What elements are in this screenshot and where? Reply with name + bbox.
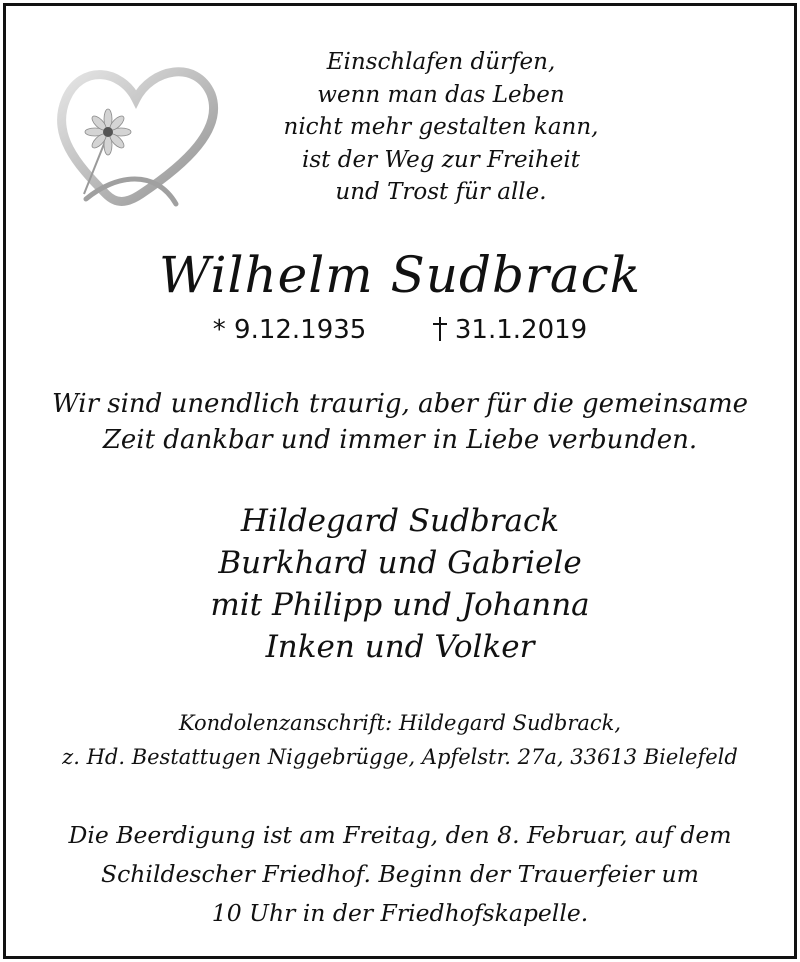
message-line: Wir sind unendlich traurig, aber für die gemeinsame xyxy=(51,389,748,419)
family-line: Burkhard und Gabriele xyxy=(218,545,582,581)
poem-line: Einschlafen dürfen, xyxy=(326,49,556,75)
poem-line: und Trost für alle. xyxy=(335,179,547,205)
mourning-message xyxy=(6,386,794,458)
funeral-line: Schildescher Friedhof. Beginn der Trauerfeier um xyxy=(101,860,699,888)
address-line: z. Hd. Bestattugen Niggebrügge, Apfelstr. 27a, 33613 Bielefeld xyxy=(62,745,738,769)
address-line: Kondolenzanschrift: Hildegard Sudbrack, xyxy=(178,711,622,735)
birth-date: * 9.12.1935 xyxy=(212,315,367,345)
poem xyxy=(256,46,626,209)
heart-with-flower-icon xyxy=(46,54,226,214)
condolence-address xyxy=(6,706,794,774)
family-names xyxy=(6,500,794,668)
death-date-group xyxy=(433,315,587,345)
family-line: Hildegard Sudbrack xyxy=(240,503,560,539)
funeral-line: Die Beerdigung ist am Freitag, den 8. Februar, auf dem xyxy=(68,821,732,849)
family-line: mit Philipp und Johanna xyxy=(210,587,590,623)
poem-line: ist der Weg zur Freiheit xyxy=(302,146,580,173)
deceased-name: Wilhelm Sudbrack xyxy=(158,246,642,304)
poem-line: nicht mehr gestalten kann, xyxy=(283,114,599,140)
message-line: Zeit dankbar und immer in Liebe verbunden. xyxy=(102,425,698,455)
obituary-frame xyxy=(3,3,797,959)
death-date: 31.1.2019 xyxy=(454,315,588,345)
cross-icon xyxy=(433,317,447,341)
family-line: Inken und Volker xyxy=(265,629,535,665)
poem-line: wenn man das Leben xyxy=(317,81,565,108)
life-dates xyxy=(6,315,794,345)
funeral-line: 10 Uhr in der Friedhofskapelle. xyxy=(211,899,589,927)
funeral-notice xyxy=(6,816,794,933)
